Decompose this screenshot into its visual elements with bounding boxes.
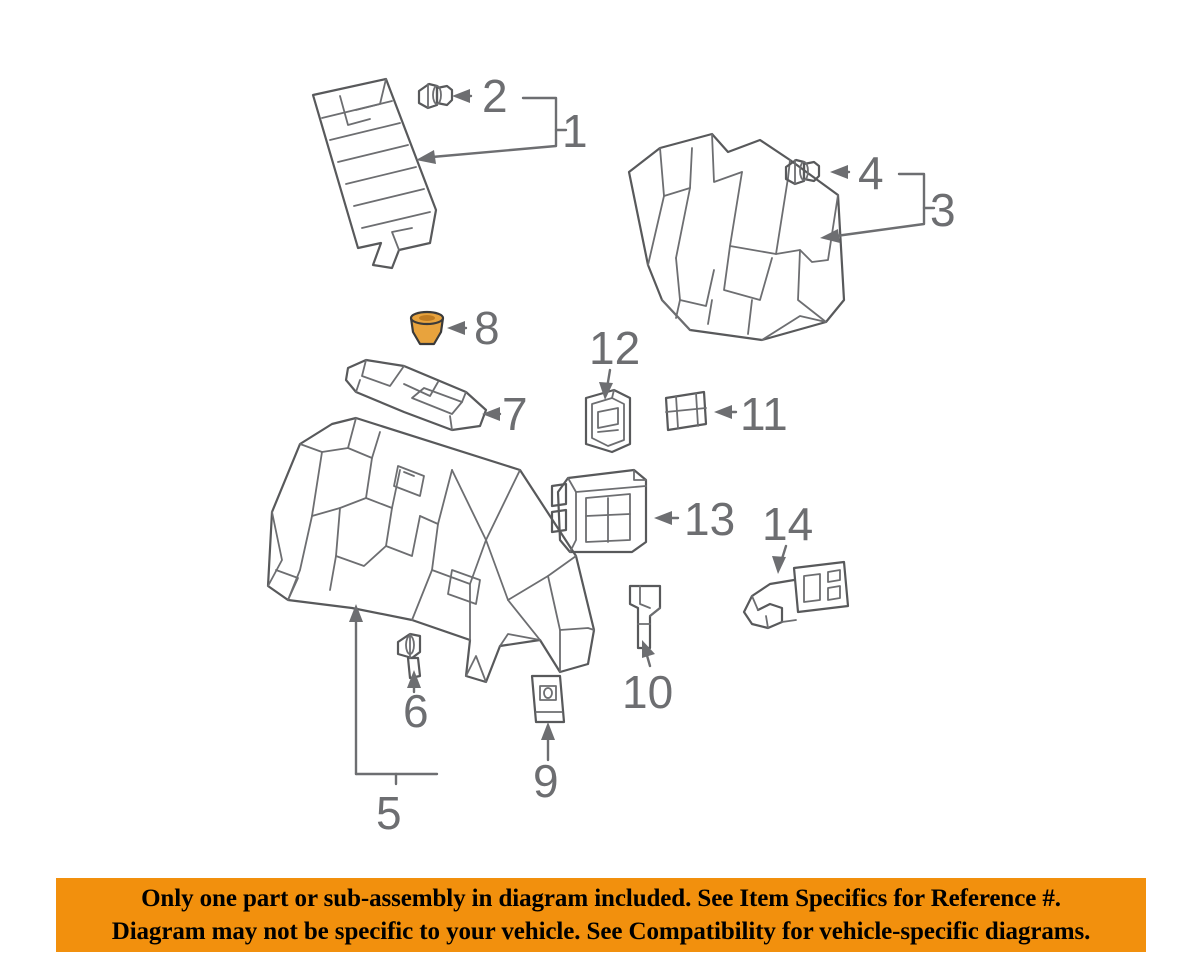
disclaimer-line-2: Diagram may not be specific to your vehicle. See Compatibility for vehicle-specific diagrams. bbox=[111, 918, 1091, 945]
part-graphic-12 bbox=[586, 390, 630, 452]
part-graphic-2 bbox=[419, 84, 452, 108]
part-graphic-14 bbox=[744, 562, 848, 628]
callout-leader-6 bbox=[403, 670, 429, 737]
disclaimer-banner bbox=[56, 878, 1146, 952]
part-graphic-11 bbox=[666, 392, 706, 430]
callout-label-14: 14 bbox=[762, 498, 814, 550]
callout-leader-8 bbox=[447, 302, 500, 354]
callout-leader-10 bbox=[622, 640, 673, 718]
callout-label-11: 11 bbox=[740, 388, 788, 440]
callout-label-13: 13 bbox=[684, 493, 736, 545]
part-graphic-8-highlighted bbox=[411, 312, 443, 344]
callout-label-8: 8 bbox=[474, 302, 500, 354]
callout-leader-11 bbox=[714, 388, 788, 440]
callout-label-12: 12 bbox=[589, 322, 641, 374]
part-graphic-10 bbox=[630, 586, 660, 648]
part-graphic-3 bbox=[629, 134, 844, 340]
part-graphic-9 bbox=[532, 676, 564, 722]
callout-label-6: 6 bbox=[403, 685, 429, 737]
part-graphic-7 bbox=[346, 360, 486, 430]
callout-leader-2 bbox=[452, 70, 508, 122]
callout-label-9: 9 bbox=[533, 755, 559, 807]
callout-label-10: 10 bbox=[622, 666, 674, 718]
callout-label-2: 2 bbox=[482, 70, 508, 122]
part-graphic-1 bbox=[313, 79, 436, 268]
callout-label-1: 1 bbox=[562, 105, 588, 157]
callout-label-7: 7 bbox=[502, 388, 528, 440]
part-graphic-5 bbox=[268, 418, 594, 682]
disclaimer-line-1: Only one part or sub-assembly in diagram included. See Item Specifics for Reference #. bbox=[141, 885, 1061, 912]
callout-label-4: 4 bbox=[858, 147, 884, 199]
part-graphic-6 bbox=[398, 634, 420, 678]
callout-label-5: 5 bbox=[376, 787, 402, 839]
callout-leader-9 bbox=[533, 722, 559, 807]
part-graphic-4 bbox=[786, 160, 819, 184]
callout-leader-7 bbox=[482, 388, 528, 440]
callout-leader-14 bbox=[762, 498, 813, 574]
callout-leader-13 bbox=[654, 493, 735, 545]
callout-leader-12 bbox=[589, 322, 640, 400]
callout-label-3: 3 bbox=[930, 184, 956, 236]
callout-leader-4 bbox=[830, 147, 884, 199]
